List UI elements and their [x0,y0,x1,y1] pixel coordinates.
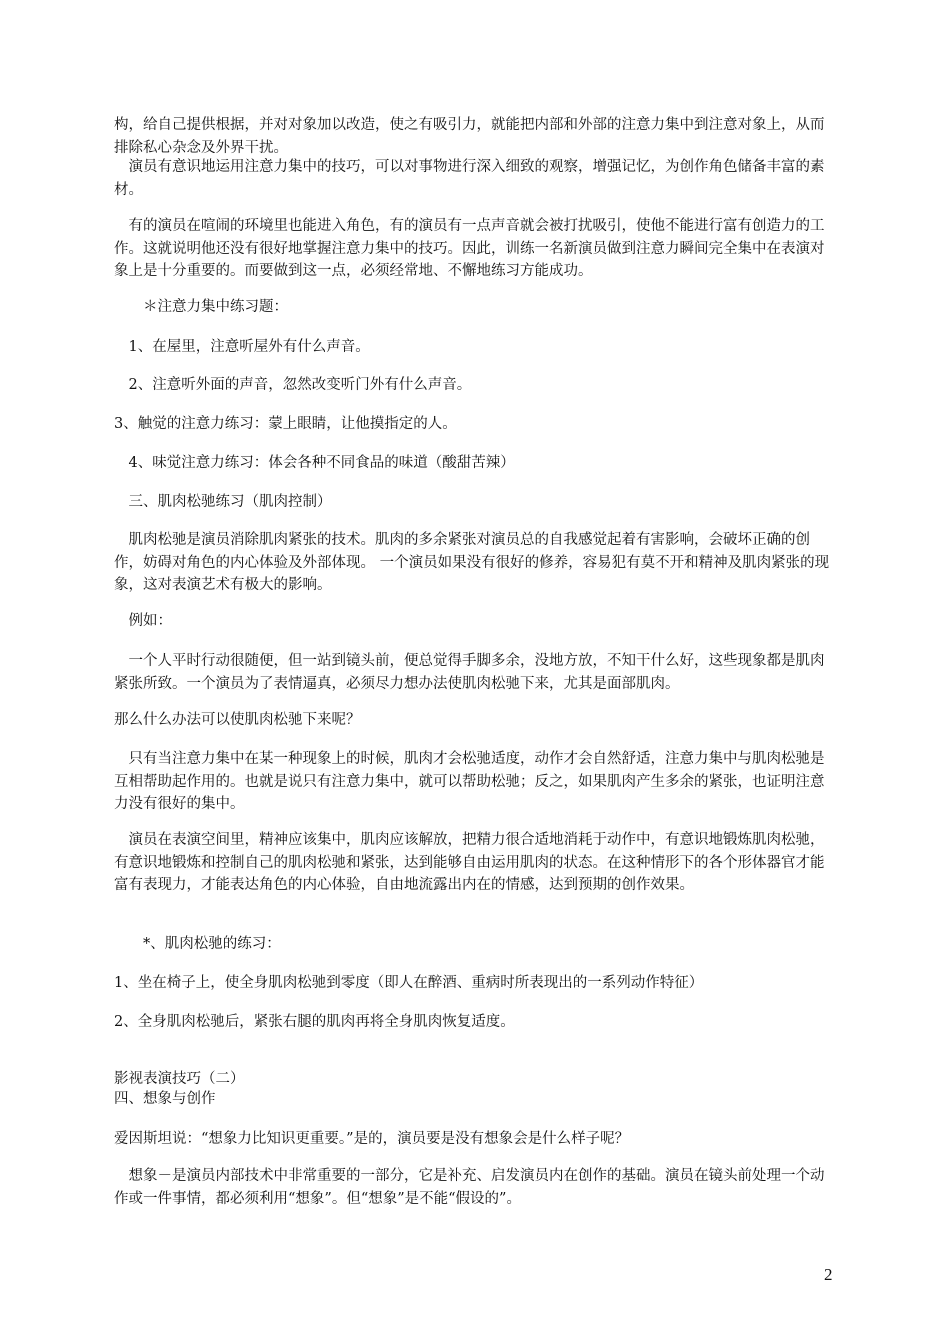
paragraph-performance-space: 演员在表演空间里，精神应该集中，肌肉应该解放，把精力很合适地消耗于动作中，有意识地锻炼肌肉松驰，有意识地锻炼和控制自己的肌肉松驰和紧张，达到能够自由运用肌肉的状态。在这种情形下的各个形体器官才能富有表现力，才能表达角色的内心体验，自由地流露出内在的情感，达到预期的创作效果。 [114,832,825,893]
paragraph-3: 有的演员在喧闹的环境里也能进入角色，有的演员有一点声音就会被打扰吸引，使他不能进行富有创造力的工作。这就说明他还没有很好地掌握注意力集中的技巧。因此，训练一名新演员做到注意力瞬间完全集中在表演对象上是十分重要的。而要做到这一点，必须经常地、不懈地练习方能成功。 [114,218,825,279]
paragraph-einstein-quote: 爱因斯坦说：“想象力比知识更重要。”是的，演员要是没有想象会是什么样子呢？ [114,1131,630,1147]
exercise-item-3: 3、触觉的注意力练习：蒙上眼睛，让他摸指定的人。 [114,416,457,432]
section-heading-imagination: 四、想象与创作 [114,1091,216,1107]
exercise-item-1: 1、在屋里，注意听屋外有什么声音。 [114,339,370,355]
exercise-heading-relaxation: *、肌肉松驰的练习： [114,936,281,952]
paragraph-question: 那么什么办法可以使肌肉松驰下来呢？ [114,712,361,728]
paragraph-2: 演员有意识地运用注意力集中的技巧，可以对事物进行深入细致的观察，增强记忆，为创作角色储备丰富的素材。 [114,159,825,198]
exercise-item-2: 2、注意听外面的声音，忽然改变听门外有什么声音。 [114,377,472,393]
paragraph-imagination: 想象－是演员内部技术中非常重要的一部分，它是补充、启发演员内在创作的基础。演员在镜头前处理一个动作或一件事情，都必须利用“想象”。但“想象”是不能“假设的”。 [114,1168,825,1207]
example-label: 例如： [114,613,172,629]
relaxation-item-2: 2、全身肌肉松驰后，紧张右腿的肌肉再将全身肌肉恢复适度。 [114,1014,515,1030]
paragraph-attention-relaxation: 只有当注意力集中在某一种现象上的时候，肌肉才会松驰适度，动作才会自然舒适，注意力集中与肌肉松驰是互相帮助起作用的。也就是说只有注意力集中，就可以帮助松驰；反之，如果肌肉产生多余的紧张，也证明注意力没有很好的集中。 [114,751,825,812]
section-heading-relaxation: 三、肌肉松驰练习（肌肉控制） [114,494,332,510]
paragraph-relaxation-intro: 肌肉松驰是演员消除肌肉紧张的技术。肌肉的多余紧张对演员总的自我感觉起着有害影响，会破坏正确的创作，妨碍对角色的内心体验及外部体现。 一个演员如果没有很好的修养，容易犯有莫不开和精神及肌肉紧张的现象，这对表演艺术有极大的影响。 [114,532,830,593]
exercise-item-4: 4、味觉注意力练习：体会各种不同食品的味道（酸甜苦辣） [114,455,515,471]
paragraph-example: 一个人平时行动很随便，但一站到镜头前，便总觉得手脚多余，没地方放，不知干什么好，这些现象都是肌肉紧张所致。一个演员为了表情逼真，必须尽力想办法使肌肉松驰下来，尤其是面部肌肉。 [114,653,825,692]
paragraph-1: 构，给自己提供根据，并对对象加以改造，使之有吸引力，就能把内部和外部的注意力集中到注意对象上，从而排除私心杂念及外界干扰。 [114,117,825,156]
relaxation-item-1: 1、坐在椅子上，使全身肌肉松驰到零度（即人在醉酒、重病时所表现出的一系列动作特征） [114,975,704,991]
exercise-heading-attention: ＊注意力集中练习题： [114,299,288,315]
chapter-title: 影视表演技巧（二） [114,1071,245,1087]
page-number: 2 [824,1265,833,1284]
